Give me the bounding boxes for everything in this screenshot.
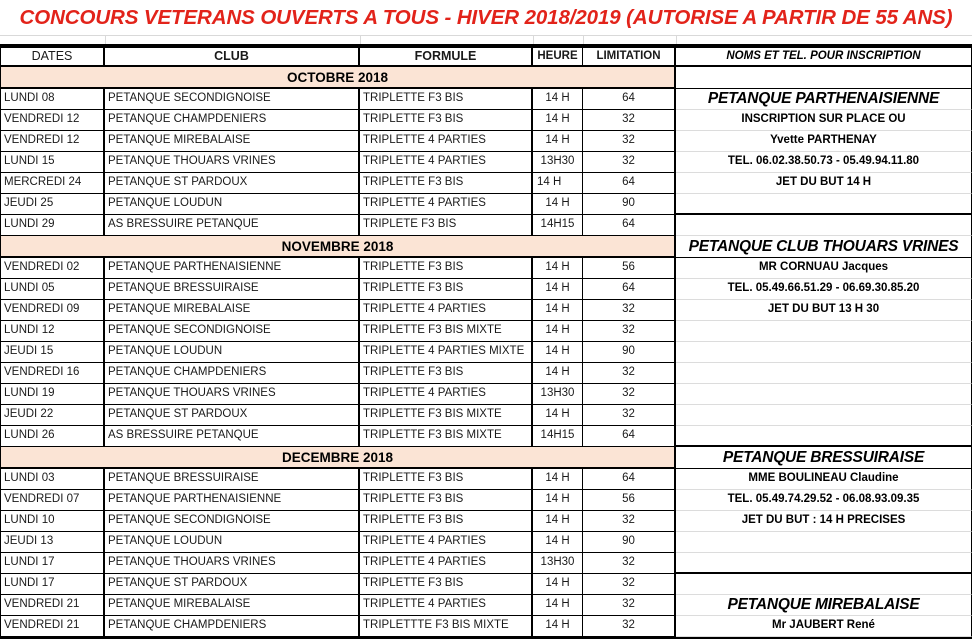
info-contact-line: TEL. 05.49.66.51.29 - 06.69.30.85.20: [676, 279, 972, 300]
info-club-title: PETANQUE MIREBALAISE: [676, 595, 972, 616]
cell-heure: 14 H: [533, 363, 583, 384]
cell-club: PETANQUE PARTHENAISIENNE: [105, 490, 360, 511]
cell-dates: LUNDI 29: [0, 215, 105, 236]
cell-heure: 14 H: [533, 532, 583, 553]
table-row: [0, 131, 972, 152]
cell-dates: LUNDI 15: [0, 152, 105, 173]
cell-dates: LUNDI 12: [0, 321, 105, 342]
cell-dates: JEUDI 13: [0, 532, 105, 553]
info-blank-cell: [676, 553, 972, 574]
cell-club: PETANQUE LOUDUN: [105, 342, 360, 363]
table-row: [0, 152, 972, 173]
cell-club: PETANQUE CHAMPDENIERS: [105, 110, 360, 131]
cell-club: PETANQUE CHAMPDENIERS: [105, 363, 360, 384]
cell-limitation: 32: [583, 616, 676, 637]
cell-heure: 14H15: [533, 426, 583, 447]
info-club-title: PETANQUE PARTHENAISIENNE: [676, 89, 972, 110]
cell-limitation: 32: [583, 595, 676, 616]
cell-heure: 13H30: [533, 384, 583, 405]
info-blank-cell: [676, 384, 972, 405]
cell-limitation: 64: [583, 173, 676, 194]
header-dates: DATES: [0, 46, 105, 67]
cell-formule: TRIPLETTE 4 PARTIES: [360, 152, 533, 173]
month-banner: NOVEMBRE 2018: [0, 236, 676, 258]
cell-formule: TRIPLETTE 4 PARTIES: [360, 595, 533, 616]
cell-club: PETANQUE SECONDIGNOISE: [105, 89, 360, 110]
sheet-title-row: [0, 0, 972, 36]
cell-heure: 14 H: [533, 511, 583, 532]
cell-heure: 14 H: [533, 131, 583, 152]
cell-dates: VENDREDI 21: [0, 595, 105, 616]
cell-heure: 14 H: [533, 616, 583, 637]
info-club-title: PETANQUE BRESSUIRAISE: [676, 447, 972, 469]
info-contact-line: JET DU BUT : 14 H PRECISES: [676, 511, 972, 532]
cell-dates: LUNDI 26: [0, 426, 105, 447]
cell-limitation: 32: [583, 405, 676, 426]
cell-dates: LUNDI 03: [0, 469, 105, 490]
cell-limitation: 32: [583, 363, 676, 384]
cell-dates: LUNDI 17: [0, 553, 105, 574]
info-blank-cell: [676, 405, 972, 426]
cell-dates: VENDREDI 07: [0, 490, 105, 511]
cell-dates: VENDREDI 12: [0, 110, 105, 131]
cell-dates: LUNDI 10: [0, 511, 105, 532]
cell-heure: 14 H: [533, 490, 583, 511]
table-row: [0, 426, 972, 447]
cell-formule: TRIPLETTE F3 BIS: [360, 574, 533, 595]
month-banner: OCTOBRE 2018: [0, 67, 676, 89]
cell-dates: VENDREDI 09: [0, 300, 105, 321]
cell-formule: TRIPLETTE F3 BIS: [360, 258, 533, 279]
table-row: [0, 342, 972, 363]
cell-heure: 14 H: [533, 342, 583, 363]
cell-club: PETANQUE THOUARS VRINES: [105, 152, 360, 173]
cell-limitation: 64: [583, 279, 676, 300]
cell-heure: 14 H: [533, 321, 583, 342]
cell-club: PETANQUE THOUARS VRINES: [105, 553, 360, 574]
cell-dates: LUNDI 17: [0, 574, 105, 595]
table-row: [0, 490, 972, 511]
cell-club: PETANQUE PARTHENAISIENNE: [105, 258, 360, 279]
header-noms: NOMS ET TEL. POUR INSCRIPTION: [676, 46, 972, 67]
cell-limitation: 32: [583, 300, 676, 321]
table-row: [0, 258, 972, 279]
cell-formule: TRIPLETTE 4 PARTIES MIXTE: [360, 342, 533, 363]
table-row: [0, 300, 972, 321]
grid-guide-2: [360, 36, 361, 44]
cell-limitation: 32: [583, 131, 676, 152]
info-blank-cell: [676, 426, 972, 447]
cell-limitation: 32: [583, 110, 676, 131]
grid-guide-1: [105, 36, 106, 44]
cell-dates: LUNDI 19: [0, 384, 105, 405]
cell-limitation: 56: [583, 258, 676, 279]
cell-formule: TRIPLETTE F3 BIS: [360, 490, 533, 511]
month-banner: DECEMBRE 2018: [0, 447, 676, 469]
info-contact-line: MR CORNUAU Jacques: [676, 258, 972, 279]
info-blank-cell: [676, 574, 972, 595]
cell-formule: TRIPLETTTE F3 BIS MIXTE: [360, 616, 533, 637]
info-contact-line: Yvette PARTHENAY: [676, 131, 972, 152]
cell-limitation: 32: [583, 152, 676, 173]
grid-guide-3: [533, 36, 534, 44]
cell-limitation: 64: [583, 469, 676, 490]
cell-club: PETANQUE MIREBALAISE: [105, 300, 360, 321]
table-row: [0, 574, 972, 595]
cell-dates: VENDREDI 21: [0, 616, 105, 637]
cell-dates: VENDREDI 16: [0, 363, 105, 384]
info-contact-line: TEL. 06.02.38.50.73 - 05.49.94.11.80: [676, 152, 972, 173]
schedule-grid: [0, 46, 972, 637]
table-row: [0, 553, 972, 574]
cell-heure: 14 H: [533, 300, 583, 321]
table-row: [0, 215, 972, 236]
month-banner-row: [0, 447, 972, 469]
cell-limitation: 32: [583, 574, 676, 595]
table-row: [0, 511, 972, 532]
cell-limitation: 90: [583, 194, 676, 215]
cell-formule: TRIPLETTE F3 BIS: [360, 173, 533, 194]
grid-guide-4: [583, 36, 584, 44]
cell-formule: TRIPLETTE 4 PARTIES: [360, 300, 533, 321]
cell-dates: MERCREDI 24: [0, 173, 105, 194]
cell-formule: TRIPLETTE 4 PARTIES: [360, 194, 533, 215]
spacer-row: [0, 36, 972, 46]
month-banner-row: [0, 236, 972, 258]
cell-formule: TRIPLETTE F3 BIS: [360, 469, 533, 490]
cell-club: PETANQUE SECONDIGNOISE: [105, 511, 360, 532]
table-header-row: [0, 46, 972, 67]
info-blank-cell: [676, 67, 972, 89]
info-contact-line: TEL. 05.49.74.29.52 - 06.08.93.09.35: [676, 490, 972, 511]
cell-formule: TRIPLETTE F3 BIS: [360, 110, 533, 131]
cell-dates: VENDREDI 12: [0, 131, 105, 152]
cell-club: PETANQUE BRESSUIRAISE: [105, 469, 360, 490]
table-row: [0, 405, 972, 426]
cell-limitation: 64: [583, 426, 676, 447]
cell-club: PETANQUE ST PARDOUX: [105, 574, 360, 595]
cell-club: PETANQUE BRESSUIRAISE: [105, 279, 360, 300]
cell-club: AS BRESSUIRE PETANQUE: [105, 215, 360, 236]
table-row: [0, 279, 972, 300]
cell-club: PETANQUE SECONDIGNOISE: [105, 321, 360, 342]
info-contact-line: MME BOULINEAU Claudine: [676, 469, 972, 490]
cell-club: PETANQUE ST PARDOUX: [105, 405, 360, 426]
info-blank-cell: [676, 194, 972, 215]
info-blank-cell: [676, 342, 972, 363]
info-blank-cell: [676, 532, 972, 553]
cell-limitation: 64: [583, 89, 676, 110]
table-row: [0, 173, 972, 194]
cell-club: PETANQUE LOUDUN: [105, 532, 360, 553]
cell-formule: TRIPLETTE 4 PARTIES: [360, 384, 533, 405]
info-contact-line: JET DU BUT 14 H: [676, 173, 972, 194]
cell-limitation: 56: [583, 490, 676, 511]
cell-heure: 14 H: [533, 595, 583, 616]
cell-dates: LUNDI 08: [0, 89, 105, 110]
cell-club: PETANQUE ST PARDOUX: [105, 173, 360, 194]
table-row: [0, 384, 972, 405]
cell-heure: 14H15: [533, 215, 583, 236]
cell-formule: TRIPLETTE F3 BIS: [360, 363, 533, 384]
cell-limitation: 32: [583, 511, 676, 532]
cell-heure: 14 H: [533, 405, 583, 426]
table-row: [0, 110, 972, 131]
table-row: [0, 595, 972, 616]
header-heure: HEURE: [533, 46, 583, 67]
cell-dates: JEUDI 15: [0, 342, 105, 363]
cell-formule: TRIPLETTE F3 BIS MIXTE: [360, 321, 533, 342]
cell-club: AS BRESSUIRE PETANQUE: [105, 426, 360, 447]
page-title: CONCOURS VETERANS OUVERTS A TOUS - HIVER 2018/2019 (AUTORISE A PARTIR DE 55 ANS): [19, 5, 953, 29]
cell-formule: TRIPLETTE F3 BIS MIXTE: [360, 405, 533, 426]
table-row: [0, 532, 972, 553]
cell-heure: 14 H: [533, 258, 583, 279]
cell-formule: TRIPLETTE F3 BIS MIXTE: [360, 426, 533, 447]
cell-heure: 14 H: [533, 194, 583, 215]
cell-club: PETANQUE THOUARS VRINES: [105, 384, 360, 405]
cell-limitation: 90: [583, 532, 676, 553]
header-club: CLUB: [105, 46, 360, 67]
table-row: [0, 616, 972, 637]
cell-heure: 13H30: [533, 152, 583, 173]
cell-heure: 14 H: [533, 110, 583, 131]
grid-guide-5: [676, 36, 677, 44]
cell-club: PETANQUE CHAMPDENIERS: [105, 616, 360, 637]
cell-formule: TRIPLETTE 4 PARTIES: [360, 553, 533, 574]
cell-formule: TRIPLETTE 4 PARTIES: [360, 532, 533, 553]
info-contact-line: JET DU BUT 13 H 30: [676, 300, 972, 321]
month-banner-row: [0, 67, 972, 89]
cell-formule: TRIPLETTE F3 BIS: [360, 511, 533, 532]
cell-limitation: 32: [583, 321, 676, 342]
table-row: [0, 363, 972, 384]
info-blank-cell: [676, 363, 972, 384]
table-row: [0, 469, 972, 490]
info-contact-line: Mr JAUBERT René: [676, 616, 972, 637]
cell-limitation: 90: [583, 342, 676, 363]
cell-formule: TRIPLETE F3 BIS: [360, 215, 533, 236]
table-row: [0, 194, 972, 215]
info-blank-cell: [676, 321, 972, 342]
cell-heure: 14 H: [533, 469, 583, 490]
cell-heure: 14 H: [533, 279, 583, 300]
cell-dates: VENDREDI 02: [0, 258, 105, 279]
header-formule: FORMULE: [360, 46, 533, 67]
cell-heure: 14 H: [533, 173, 583, 194]
cell-formule: TRIPLETTE F3 BIS: [360, 89, 533, 110]
cell-dates: LUNDI 05: [0, 279, 105, 300]
cell-dates: JEUDI 25: [0, 194, 105, 215]
info-blank-cell: [676, 215, 972, 236]
cell-heure: 14 H: [533, 89, 583, 110]
cell-limitation: 64: [583, 215, 676, 236]
cell-heure: 14 H: [533, 574, 583, 595]
cell-limitation: 32: [583, 553, 676, 574]
table-row: [0, 89, 972, 110]
cell-limitation: 32: [583, 384, 676, 405]
cell-formule: TRIPLETTE F3 BIS: [360, 279, 533, 300]
cell-club: PETANQUE MIREBALAISE: [105, 131, 360, 152]
header-limitation: LIMITATION: [583, 46, 676, 67]
cell-formule: TRIPLETTE 4 PARTIES: [360, 131, 533, 152]
table-row: [0, 321, 972, 342]
info-contact-line: INSCRIPTION SUR PLACE OU: [676, 110, 972, 131]
cell-dates: JEUDI 22: [0, 405, 105, 426]
cell-club: PETANQUE LOUDUN: [105, 194, 360, 215]
cell-club: PETANQUE MIREBALAISE: [105, 595, 360, 616]
cell-heure: 13H30: [533, 553, 583, 574]
info-club-title: PETANQUE CLUB THOUARS VRINES: [676, 236, 972, 258]
